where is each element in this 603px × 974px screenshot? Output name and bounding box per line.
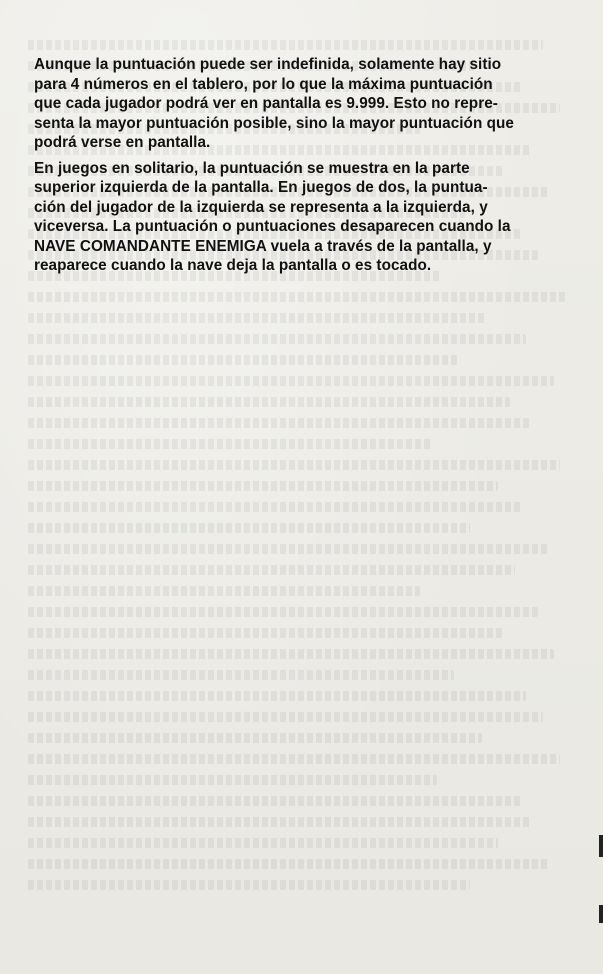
text-line: Aunque la puntuación puede ser indefinida, solamente hay sitio (34, 56, 502, 73)
text-line: senta la mayor puntuación posible, sino la mayor puntuación que (34, 114, 514, 132)
text-line: para 4 números en el tablero, por lo que la máxima puntuación (34, 75, 493, 93)
page-edge-mark (599, 835, 603, 857)
text-line: que cada jugador podrá ver en pantalla es 9.999. Esto no repre- (34, 95, 498, 112)
paragraph-score-limit (34, 55, 559, 153)
text-line: ción del jugador de la izquierda se representa a la izquierda, y (34, 198, 488, 216)
text-line: En juegos en solitario, la puntuación se muestra en la parte (34, 159, 470, 177)
text-line: superior izquierda de la pantalla. En juegos de dos, la puntua- (34, 179, 488, 196)
text-line: podrá verse en pantalla. (34, 134, 211, 151)
text-line: NAVE COMANDANTE ENEMIGA vuela a través de la pantalla, y (34, 237, 492, 255)
paragraph-score-position (34, 159, 559, 276)
body-text (34, 55, 559, 282)
text-line: viceversa. La puntuación o puntuaciones desaparecen cuando la (34, 218, 511, 235)
text-line: reaparece cuando la nave deja la pantalla o es tocado. (34, 257, 432, 274)
page-edge-mark (599, 905, 603, 923)
